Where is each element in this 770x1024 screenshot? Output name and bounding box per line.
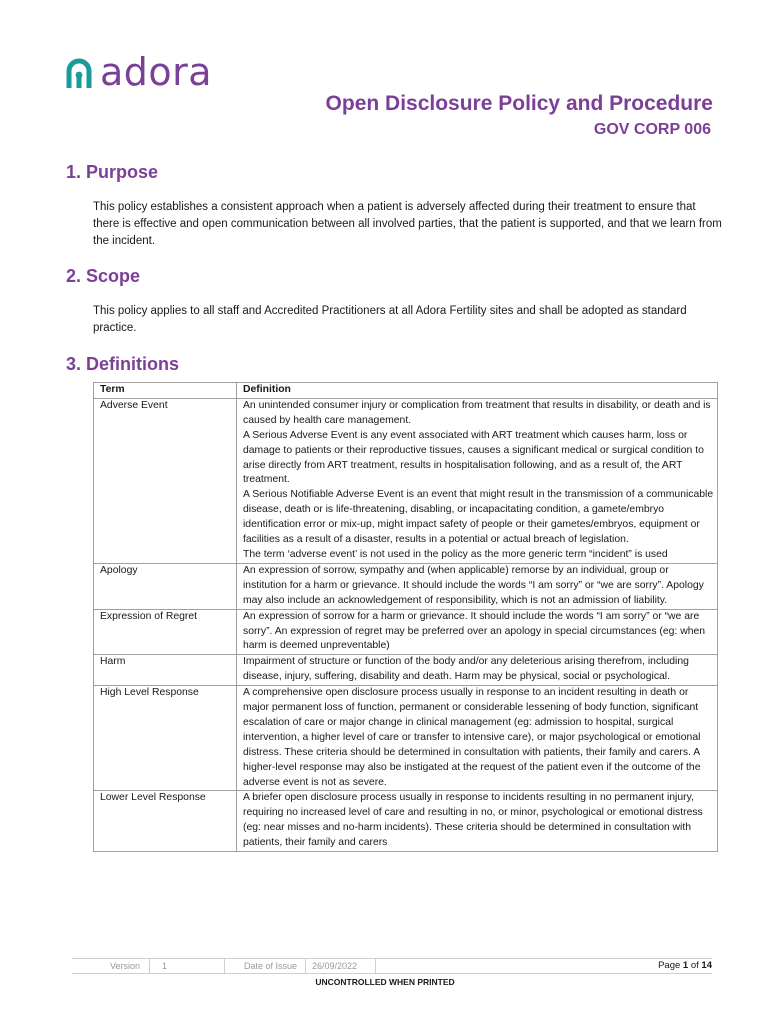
definition-paragraph: Impairment of structure or function of the body and/or any deleterious arising therefrom, including disease, injury, suffering, disability and death. Harm may be physical, social or psychological. xyxy=(243,656,689,683)
definitions-table xyxy=(93,382,718,852)
table-row xyxy=(94,609,718,655)
table-row xyxy=(94,398,718,563)
adora-logo xyxy=(66,52,212,92)
definition-paragraph: A briefer open disclosure process usually in response to incidents resulting in no permanent injury, requiring no increased level of care and resulting in no, or minor, psychological or emotional distress (eg: near misses and no-harm incidents). These criteria should be determined in consultation with patients, their family and carers xyxy=(243,792,703,849)
footer-divider xyxy=(375,959,376,973)
document-code: GOV CORP 006 xyxy=(593,121,711,138)
definition-paragraph: An expression of sorrow for a harm or grievance. It should include the words “I am sorry” or “we are sorry”. An expression of regret may be preferred over an apology in special circumstances (eg: when harm is deemed unpreventable) xyxy=(243,610,706,652)
definition-cell xyxy=(237,609,718,655)
table-header-row xyxy=(94,383,718,399)
page-current: 1 xyxy=(682,960,689,971)
footer-version-label: Version xyxy=(110,961,141,971)
footer-divider xyxy=(149,959,150,973)
uncontrolled-notice: UNCONTROLLED WHEN PRINTED xyxy=(315,977,455,987)
document-title: Open Disclosure Policy and Procedure xyxy=(325,92,713,115)
term-cell: Adverse Event xyxy=(94,398,237,563)
section-heading-definitions: 3. Definitions xyxy=(66,354,180,374)
footer-version-value: 1 xyxy=(162,961,168,971)
table-row xyxy=(94,563,718,609)
footer-date-value: 26/09/2022 xyxy=(312,961,358,971)
definition-paragraph: The term ‘adverse event’ is not used in the policy as the more generic term “incident” is used xyxy=(243,548,668,560)
term-cell: High Level Response xyxy=(94,686,237,791)
footer-divider xyxy=(224,959,225,973)
page-number xyxy=(658,960,712,971)
table-row xyxy=(94,791,718,852)
column-header-term: Term xyxy=(94,383,237,399)
definition-cell xyxy=(237,686,718,791)
scope-paragraph: This policy applies to all staff and Accredited Practitioners at all Adora Fertility sites and shall be adopted as standard practice. xyxy=(93,305,687,334)
column-header-definition: Definition xyxy=(237,383,718,399)
section-heading-purpose: 1. Purpose xyxy=(66,162,159,182)
definition-cell xyxy=(237,563,718,609)
footer-date-label: Date of Issue xyxy=(244,961,298,971)
page-of: of xyxy=(690,960,699,971)
term-cell: Expression of Regret xyxy=(94,609,237,655)
term-cell: Apology xyxy=(94,563,237,609)
term-cell: Harm xyxy=(94,655,237,686)
purpose-paragraph: This policy establishes a consistent approach when a patient is adversely affected during their treatment to ensure that there is effective and open communication between all involved parties, that the patient is supported, and that we learn from the incident. xyxy=(93,201,722,247)
definition-paragraph: A comprehensive open disclosure process usually in response to an incident resulting in death or major permanent loss of function, permanent or considerable lessening of body function, significant escalation of care or major change in clinical management (eg: admission to hospital, surgical intervention, a higher level of care or transfer to intensive care), or major psychological or emotional distress. These criteria should be determined in consultation with patients, their family and carers. A higher-level response may also be instigated at the request of the patient even if the outcome of the adverse event is not as severe. xyxy=(243,687,701,788)
footer-divider xyxy=(305,959,306,973)
definition-paragraph: A Serious Notifiable Adverse Event is an event that might result in the transmission of a communicable disease, death or is life-threatening, disabling, or incapacitating condition, a gamete/embryo identification error or mix-up, might impact safety of people or their gametes/embryos, equipment or facilities as a result of a disaster, results in a potential or actual breach of legislation. xyxy=(243,489,714,546)
logo-text: adora xyxy=(100,50,213,94)
term-cell: Lower Level Response xyxy=(94,791,237,852)
page-total: 14 xyxy=(701,960,712,971)
table-row xyxy=(94,655,718,686)
definition-cell xyxy=(237,791,718,852)
page-word: Page xyxy=(658,960,681,971)
definition-paragraph: An unintended consumer injury or complication from treatment that results in disability, or death and is caused by health care management. xyxy=(243,399,711,426)
definition-cell xyxy=(237,655,718,686)
definitions-body xyxy=(94,398,718,851)
table-row xyxy=(94,686,718,791)
definition-paragraph: An expression of sorrow, sympathy and (when applicable) remorse by an individual, group or institution for a harm or grievance. It should include the words “I am sorry” or “we are sorry”. Apology may also include an acknowledgement of responsibility, which is not an admission of liability. xyxy=(243,564,704,606)
definition-cell xyxy=(237,398,718,563)
footer-bar xyxy=(72,958,712,974)
definition-paragraph: A Serious Adverse Event is any event associated with ART treatment which causes harm, loss or damage to patients or their reproductive tissues, causes a significant medical or surgical condition to arise directly from ART treatment, results in hospitalisation following, and as a result of, the ART treatment. xyxy=(243,429,704,486)
section-heading-scope: 2. Scope xyxy=(66,266,141,286)
logo-mark-icon xyxy=(66,55,92,89)
